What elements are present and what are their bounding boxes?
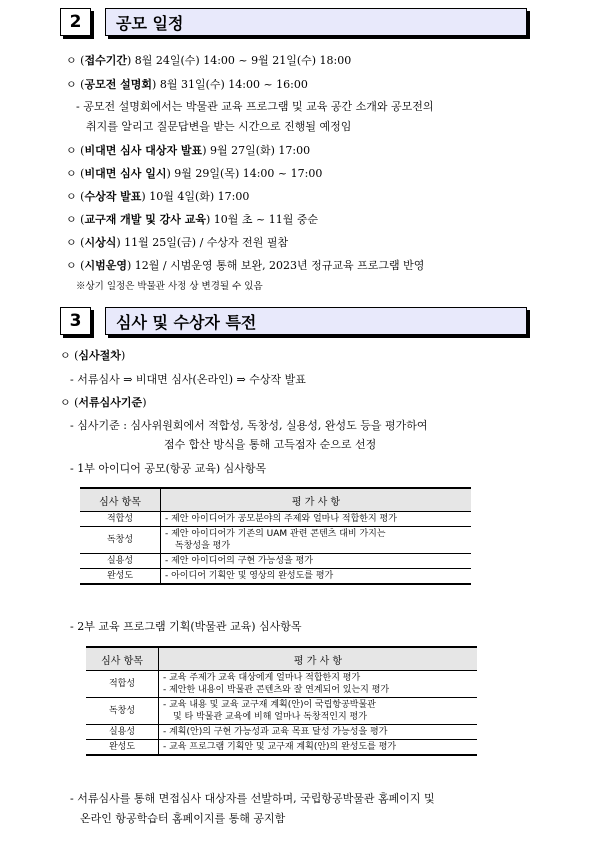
table-row: 실용성 - 제안 아이디어의 구현 가능성을 평가 [80,554,471,569]
schedule-item: ㅇ (수상작 발표) 10월 4일(화) 17:00 [66,190,250,203]
table-row: 독창성 - 제안 아이디어가 기존의 UAM 관련 콘텐츠 대비 가지는 독창성을 평가 [80,527,471,554]
table-head-item: 심사 항목 [80,488,161,512]
part1-title: - 1부 아이디어 공모(항공 교육) 심사항목 [70,462,267,475]
closing-text: 온라인 항공학습터 홈페이지를 통해 공지함 [80,812,286,825]
criteria-text: 점수 합산 방식을 통해 고득점자 순으로 선정 [164,438,377,451]
criteria-text: - 심사기준 : 심사위원회에서 적합성, 독창성, 실용성, 완성도 등을 평가하여 [70,419,428,432]
section2-title: 공모 일정 [105,8,527,36]
criteria-heading: ㅇ (서류심사기준) [60,396,147,409]
closing-text: - 서류심사를 통해 면접심사 대상자를 선발하며, 국립항공박물관 홈페이지 및 [70,792,435,805]
section3-number: 3 [60,307,91,335]
table-row: 완성도 - 교육 프로그램 기획안 및 교구재 계획(안)의 완성도를 평가 [86,740,477,756]
table-row: 완성도 - 아이디어 기획안 및 영상의 완성도를 평가 [80,569,471,585]
schedule-item: ㅇ (비대면 심사 대상자 발표) 9월 27일(화) 17:00 [66,144,311,157]
table-head-eval: 평 가 사 항 [159,647,478,671]
table-row: 적합성 - 교육 주제가 교육 대상에게 얼마나 적합한지 평가 - 제안한 내용이 박물관 콘텐츠와 잘 연계되어 있는지 평가 [86,671,477,698]
table-row: 실용성 - 계획(안)의 구현 가능성과 교육 목표 달성 가능성을 평가 [86,725,477,740]
schedule-item: ㅇ (공모전 설명회) 8월 31일(수) 14:00 ~ 16:00 [66,78,308,91]
table-row: 적합성 - 제안 아이디어가 공모분야의 주제와 얼마나 적합한지 평가 [80,512,471,527]
section2-header [60,8,527,38]
part1-criteria-table [80,487,471,585]
briefing-note: 취지를 알리고 질문답변을 받는 시간으로 진행될 예정임 [86,120,352,133]
schedule-item: ㅇ (비대면 심사 일시) 9월 29일(목) 14:00 ~ 17:00 [66,167,323,180]
schedule-footnote: ※상기 일정은 박물관 사정 상 변경될 수 있음 [76,281,263,292]
schedule-item: ㅇ (시범운영) 12월 / 시범운영 통해 보완, 2023년 정규교육 프로그램 반영 [66,259,425,272]
procedure-heading: ㅇ (심사절차) [60,349,126,362]
part2-criteria-table [86,646,477,756]
section2-number: 2 [60,8,91,36]
section3-title: 심사 및 수상자 특전 [105,307,527,335]
schedule-item: ㅇ (접수기간) 8월 24일(수) 14:00 ~ 9월 21일(수) 18:00 [66,54,352,67]
table-head-item: 심사 항목 [86,647,159,671]
schedule-item: ㅇ (시상식) 11월 25일(금) / 수상자 전원 필참 [66,236,289,249]
table-head-eval: 평 가 사 항 [161,488,472,512]
part2-title: - 2부 교육 프로그램 기획(박물관 교육) 심사항목 [70,620,302,633]
briefing-note: - 공모전 설명회에서는 박물관 교육 프로그램 및 교육 공간 소개와 공모전의 [76,100,434,113]
table-row: 독창성 - 교육 내용 및 교육 교구재 계획(안)이 국립항공박물관 및 타 박물관 교육에 비해 얼마나 독창적인지 평가 [86,698,477,725]
procedure-text: - 서류심사 ⇒ 비대면 심사(온라인) ⇒ 수상작 발표 [70,373,306,386]
schedule-item: ㅇ (교구재 개발 및 강사 교육) 10월 초 ~ 11월 중순 [66,213,319,226]
section3-header [60,307,527,337]
